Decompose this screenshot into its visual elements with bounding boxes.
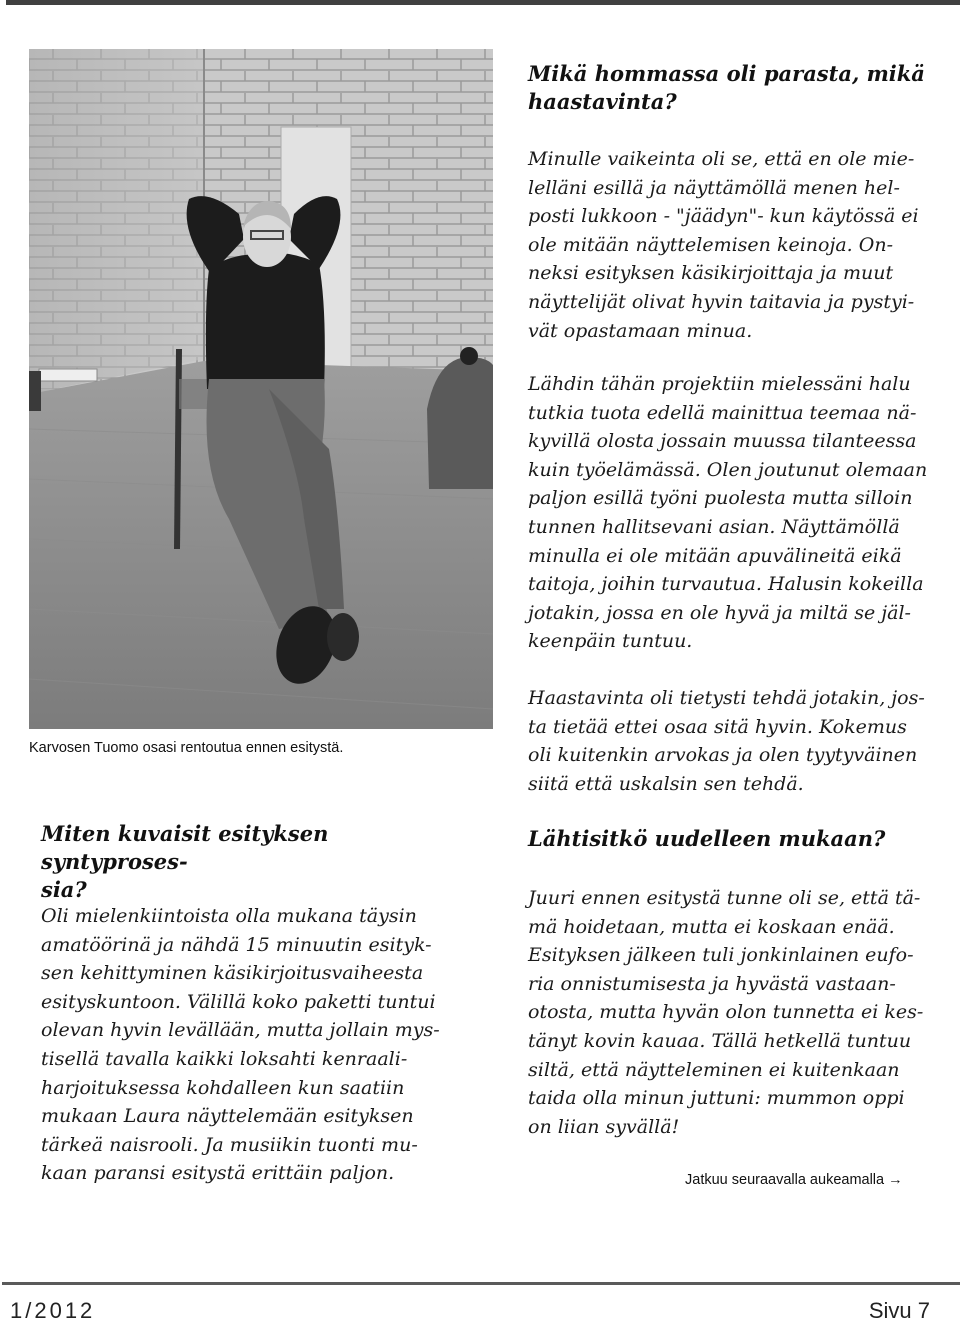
question-heading-process — [41, 820, 471, 904]
text-line: siitä että uskalsin sen tehdä. — [528, 772, 804, 795]
heading-line: Mikä hommassa oli parasta, mikä — [528, 61, 925, 86]
answer-paragraph-4 — [528, 884, 948, 1141]
photo-caption: Karvosen Tuomo osasi rentoutua ennen esitystä. — [29, 740, 344, 756]
text-line: paljon esillä työni puolesta mutta silloin — [528, 487, 913, 510]
text-line: kyvillä olosta jossain muussa tilanteessa — [528, 430, 917, 453]
text-line: on liian syvällä! — [528, 1115, 680, 1138]
article-photo — [29, 49, 493, 729]
question-heading-best-part — [528, 60, 948, 116]
question-heading-again — [528, 825, 948, 853]
text-line: kuin työelämässä. Olen joutunut olemaan — [528, 458, 928, 481]
footer-rule — [2, 1282, 960, 1285]
text-line: tutkia tuota edellä mainittua teemaa nä- — [528, 401, 917, 424]
text-line: ta tietää ettei osaa sitä hyvin. Kokemus — [528, 715, 907, 738]
top-rule — [6, 0, 960, 5]
text-line: jotakin, jossa en ole hyvä ja miltä se jäl- — [528, 601, 911, 624]
text-line: mukaan Laura näyttelemään esityksen — [41, 1105, 414, 1128]
answer-paragraph-2 — [528, 370, 948, 656]
text-line: sen kehittyminen käsikirjoitusvaiheesta — [41, 962, 424, 985]
heading-line: sia? — [41, 877, 87, 902]
text-line: minulla ei ole mitään apuvälineitä eikä — [528, 544, 902, 567]
text-line: siltä, että näytteleminen ei kuitenkaan — [528, 1058, 900, 1081]
text-line: Minulle vaikeinta oli se, että en ole mie- — [528, 148, 915, 170]
text-line: posti lukkoon - "jäädyn"- kun käytössä ei — [528, 205, 919, 228]
text-line: tärkeä naisrooli. Ja musiikin tuonti mu- — [41, 1133, 418, 1156]
photo-man-relaxing-in-chair-icon — [29, 49, 493, 729]
text-line: taitoja, joihin turvautua. Halusin kokeilla — [528, 573, 924, 596]
text-line: Esityksen jälkeen tuli jonkinlainen eufo- — [528, 944, 914, 967]
answer-paragraph-1 — [528, 145, 948, 345]
text-line: Haastavinta oli tietysti tehdä jotakin, jos- — [528, 687, 925, 709]
text-line: Juuri ennen esitystä tunne oli se, että tä- — [528, 887, 921, 909]
answer-paragraph-process — [41, 902, 471, 1188]
heading-line: haastavinta? — [528, 89, 677, 114]
text-line: mä hoidetaan, mutta ei koskaan enää. — [528, 915, 895, 938]
text-line: ria onnistumisesta ja hyvästä vastaan- — [528, 972, 896, 995]
text-line: neksi esityksen käsikirjoittaja ja muut — [528, 262, 894, 285]
text-line: tunnen hallitsevani asian. Näyttämöllä — [528, 515, 900, 538]
issue-number: 1/2012 — [10, 1298, 96, 1323]
text-line: harjoituksessa kohdalleen kun saatiin — [41, 1076, 405, 1099]
text-line: taida olla minun juttuni: mummon oppi — [528, 1087, 905, 1110]
text-line: oli kuitenkin arvokas ja olen tyytyväinen — [528, 744, 918, 767]
text-line: esityskuntoon. Välillä koko paketti tuntui — [41, 990, 436, 1013]
text-line: lelläni esillä ja näyttämöllä menen hel- — [528, 176, 900, 199]
text-line: amatöörinä ja nähdä 15 minuutin esityk- — [41, 933, 432, 956]
text-line: keenpäin tuntuu. — [528, 630, 693, 653]
heading-line: Miten kuvaisit esityksen syntyproses- — [41, 821, 329, 874]
heading-line: Lähtisitkö uudelleen mukaan? — [528, 826, 886, 851]
text-line: vät opastamaan minua. — [528, 319, 753, 342]
text-line: otosta, mutta hyvän olon tunnetta ei kes- — [528, 1001, 924, 1024]
text-line: näyttelijät olivat hyvin taitavia ja pystyi- — [528, 290, 915, 313]
text-line: tisellä tavalla kaikki loksahti kenraali- — [41, 1047, 408, 1070]
text-line: Lähdin tähän projektiin mielessäni halu — [528, 373, 911, 395]
text-line: kaan paransi esitystä erittäin paljon. — [41, 1162, 395, 1185]
text-line: Oli mielenkiintoista olla mukana täysin — [41, 905, 417, 927]
continue-note: Jatkuu seuraavalla aukeamalla → — [685, 1172, 903, 1188]
text-line: tänyt kovin kauaa. Tällä hetkellä tuntuu — [528, 1029, 912, 1052]
text-line: olevan hyvin levällään, mutta jollain mys- — [41, 1019, 440, 1042]
answer-paragraph-3 — [528, 684, 948, 798]
page-number: Sivu 7 — [868, 1298, 930, 1323]
text-line: ole mitään näyttelemisen keinoja. On- — [528, 233, 893, 256]
